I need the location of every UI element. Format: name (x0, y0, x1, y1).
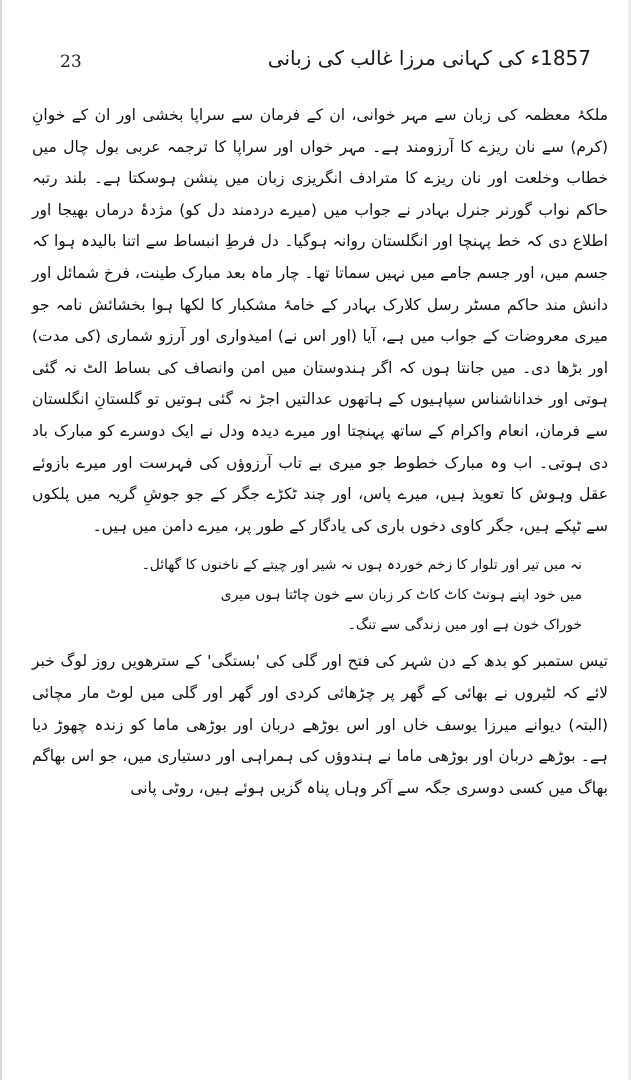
body-text (32, 100, 608, 804)
poem-line: خوراک خون ہے اور میں زندگی سے تنگ۔ (347, 617, 582, 634)
poem-block (66, 550, 582, 640)
running-title: 1857ء کی کہانی مرزا غالب کی زبانی (267, 46, 591, 70)
poem-line: نہ میں تیر اور تلوار کا زخم خوردہ ہوں نہ شیر اور چیتے کے ناخنوں کا گھائل۔ (141, 557, 582, 574)
page-header (60, 46, 591, 82)
page-number: 23 (60, 52, 82, 72)
paragraph: ملکۂ معظمہ کی زبان سے مہر خوانی، ان کے فرمان سے سراپا بخشی اور ان کے خوانِ (کرم) سے نان ریزے کا آرزومند ہے۔ مہر خواں اور سراپا کا ترجمہ عربی بول چال میں خطاب وخلعت اور نان ریزے کا مترادف انگریزی زبان میں پنشن ہوسکتا ہے۔ بلند رتبہ حاکم نواب گورنر جنرل بہادر نے جواب میں (میرے دردمند دل کو) مژدۂ درماں بھیجا اور اطلاع دی کہ خط پہنچا اور انگلستان روانہ ہوگیا۔ دل فرطِ انبساط سے اتنا بالیدہ ہوا کہ جسم میں، اور جسم جامے میں نہیں سماتا تھا۔ چار ماہ بعد مبارک طینت، فرخ شمائل اور دانش مند حاکم مسٹر رسل کلارک بہادر کے خامۂ مشکبار کا لکھا ہوا بخشائش نامہ جو میری معروضات کے جواب میں ہے، آیا (اور اس نے) امیدواری اور آرزو شماری (کی مدت) اور بڑھا دی۔ میں جانتا ہوں کہ اگر ہندوستان میں امن وانصاف کی بساط الٹ نہ گئی ہوتی اور خداناشناس سپاہیوں کے ہاتھوں عدالتیں اجڑ نہ گئی ہوتیں تو گلستانِ انگلستان سے فرمان، انعام واکرام کے ساتھ پہنچتا اور میرے دیدہ ودل نے ایک دوسرے کو مبارک باد دی ہوتی۔ اب وہ مبارک خطوط جو میری بے تاب آرزوؤں کی فہرست اور میرے بازوئے عقل وہوش کا تعویذ ہیں، میرے پاس، اور چند ٹکڑے جگر کے جو جوشِ گریہ میں پلکوں سے ٹپکے ہیں، جگر کاوی دخوں باری کی یادگار کے طور پر، میرے دامن میں ہیں۔ (32, 106, 608, 535)
poem-line: میں خود اپنے ہونٹ کاٹ کاٹ کر زبان سے خون چاٹتا ہوں میری (220, 587, 582, 604)
paragraph: تیس ستمبر کو بدھ کے دن شہر کی فتح اور گلی کی 'بستگی' کے سترھویں روز لوگ خبر لائے کہ لٹیروں نے بھائی کے گھر پر چڑھائی کردی اور گھر اور گلی میں لوٹ مار مچائی (البتہ) دیوانے میرزا یوسف خاں اور اس بوڑھے دربان اور بوڑھی ماما کو زندہ چھوڑ دیا ہے۔ بوڑھے دربان اور بوڑھی ماما نے ہندوؤں کی ہمراہی اور دستیاری میں، جو اس بھاگم بھاگ میں کسی دوسری جگہ سے آکر وہاں پناہ گزیں ہوئے ہیں، روٹی پانی (32, 652, 608, 797)
